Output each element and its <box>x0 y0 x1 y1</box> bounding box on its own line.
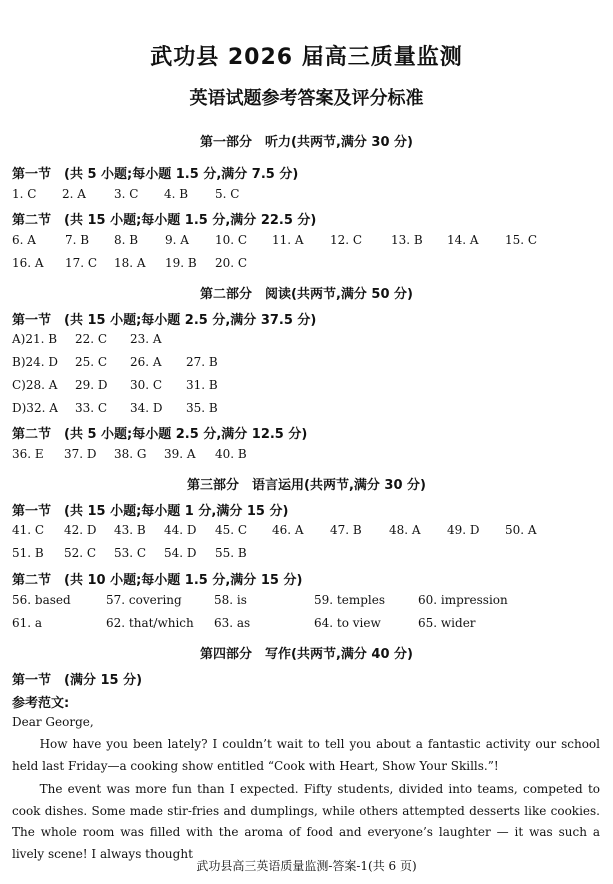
answer-item: 56. based <box>12 593 71 607</box>
answer-item: 37. D <box>64 447 97 461</box>
part1-section2-heading: 第二节 (共 15 小题;每小题 1.5 分,满分 22.5 分) <box>12 213 317 228</box>
answer-item: 19. B <box>165 256 197 270</box>
sample-essay-label: 参考范文: <box>12 696 70 711</box>
answer-item: 22. C <box>75 332 108 346</box>
page-footer: 武功县高三英语质量监测-答案-1(共 6 页) <box>196 859 417 873</box>
answer-item: 43. B <box>114 523 146 537</box>
answer-item: 7. B <box>65 233 90 247</box>
answer-item: 27. B <box>186 355 218 369</box>
answer-item: 10. C <box>215 233 248 247</box>
answer-item: 34. D <box>130 401 163 415</box>
answer-item: 29. D <box>75 378 108 392</box>
answer-item: 26. A <box>130 355 162 369</box>
answer-item: 46. A <box>272 523 304 537</box>
answer-item: 52. C <box>64 546 97 560</box>
answer-item: 12. C <box>330 233 363 247</box>
part2-section1-heading: 第一节 (共 15 小题;每小题 2.5 分,满分 37.5 分) <box>12 313 317 328</box>
answer-item: 14. A <box>447 233 479 247</box>
answer-item: 9. A <box>165 233 189 247</box>
answer-item: 63. as <box>214 616 251 630</box>
document-title: 武功县 2026 届高三质量监测 <box>150 45 463 70</box>
answer-item: D)32. A <box>12 401 58 415</box>
answer-item: 65. wider <box>418 616 476 630</box>
answer-item: 5. C <box>215 187 240 201</box>
answer-item: 3. C <box>114 187 139 201</box>
answer-item: 1. C <box>12 187 37 201</box>
part3-section1-heading: 第一节 (共 15 小题;每小题 1 分,满分 15 分) <box>12 504 289 519</box>
answer-item: 35. B <box>186 401 218 415</box>
answer-item: 16. A <box>12 256 44 270</box>
answer-item: 62. that/which <box>106 616 194 630</box>
answer-item: 49. D <box>447 523 480 537</box>
answer-item: 15. C <box>505 233 538 247</box>
answer-item: 51. B <box>12 546 44 560</box>
essay-paragraph-1: How have you been lately? I couldn’t wait to tell you about a fantastic activity our school held last Friday—a cooking show entitled “Cook with Heart, Show Your Skills.”! <box>12 737 600 773</box>
answer-item: 36. E <box>12 447 44 461</box>
part4-section1-heading: 第一节 (满分 15 分) <box>12 673 143 688</box>
answer-item: 48. A <box>389 523 421 537</box>
answer-item: 13. B <box>391 233 423 247</box>
answer-item: 64. to view <box>314 616 381 630</box>
answer-item: 44. D <box>164 523 197 537</box>
answer-item: 45. C <box>215 523 248 537</box>
answer-item: 8. B <box>114 233 139 247</box>
part1-heading: 第一部分 听力(共两节,满分 30 分) <box>200 135 413 150</box>
part2-heading: 第二部分 阅读(共两节,满分 50 分) <box>200 287 413 302</box>
answer-item: 39. A <box>164 447 196 461</box>
answer-item: 40. B <box>215 447 247 461</box>
essay-greeting: Dear George, <box>12 715 94 729</box>
answer-item: 58. is <box>214 593 247 607</box>
answer-item: 6. A <box>12 233 36 247</box>
part1-section1-heading: 第一节 (共 5 小题;每小题 1.5 分,满分 7.5 分) <box>12 167 299 182</box>
answer-item: 50. A <box>505 523 537 537</box>
answer-item: 11. A <box>272 233 304 247</box>
answer-item: 17. C <box>65 256 98 270</box>
answer-item: B)24. D <box>12 355 59 369</box>
answer-item: 20. C <box>215 256 248 270</box>
answer-item: 31. B <box>186 378 218 392</box>
answer-item: 42. D <box>64 523 97 537</box>
answer-item: 2. A <box>62 187 86 201</box>
answer-item: 4. B <box>164 187 189 201</box>
part4-heading: 第四部分 写作(共两节,满分 40 分) <box>200 647 413 662</box>
answer-item: 57. covering <box>106 593 182 607</box>
answer-item: 33. C <box>75 401 108 415</box>
part3-heading: 第三部分 语言运用(共两节,满分 30 分) <box>187 478 426 493</box>
answer-item: 25. C <box>75 355 108 369</box>
answer-item: 41. C <box>12 523 45 537</box>
essay-paragraph-2: The event was more fun than I expected. Fifty students, divided into teams, competed to cook dishes. Some made stir-fries and dumplings, while others attempted desserts like cookies. The whole room was filled with the aroma of food and everyone’s laughter — it was such a lively scene! I always thought <box>12 782 600 861</box>
answer-item: 54. D <box>164 546 197 560</box>
answer-item: 61. a <box>12 616 43 630</box>
answer-item: 53. C <box>114 546 147 560</box>
part2-section2-heading: 第二节 (共 5 小题;每小题 2.5 分,满分 12.5 分) <box>12 427 308 442</box>
answer-item: 59. temples <box>314 593 385 607</box>
answer-item: 60. impression <box>418 593 508 607</box>
part3-section2-heading: 第二节 (共 10 小题;每小题 1.5 分,满分 15 分) <box>12 573 303 588</box>
answer-item: 30. C <box>130 378 163 392</box>
answer-item: 38. G <box>114 447 147 461</box>
answer-item: 23. A <box>130 332 162 346</box>
document-subtitle: 英语试题参考答案及评分标准 <box>189 88 424 109</box>
answer-item: 18. A <box>114 256 146 270</box>
answer-item: 55. B <box>215 546 247 560</box>
answer-item: C)28. A <box>12 378 58 392</box>
answer-item: 47. B <box>330 523 362 537</box>
answer-item: A)21. B <box>12 332 58 346</box>
